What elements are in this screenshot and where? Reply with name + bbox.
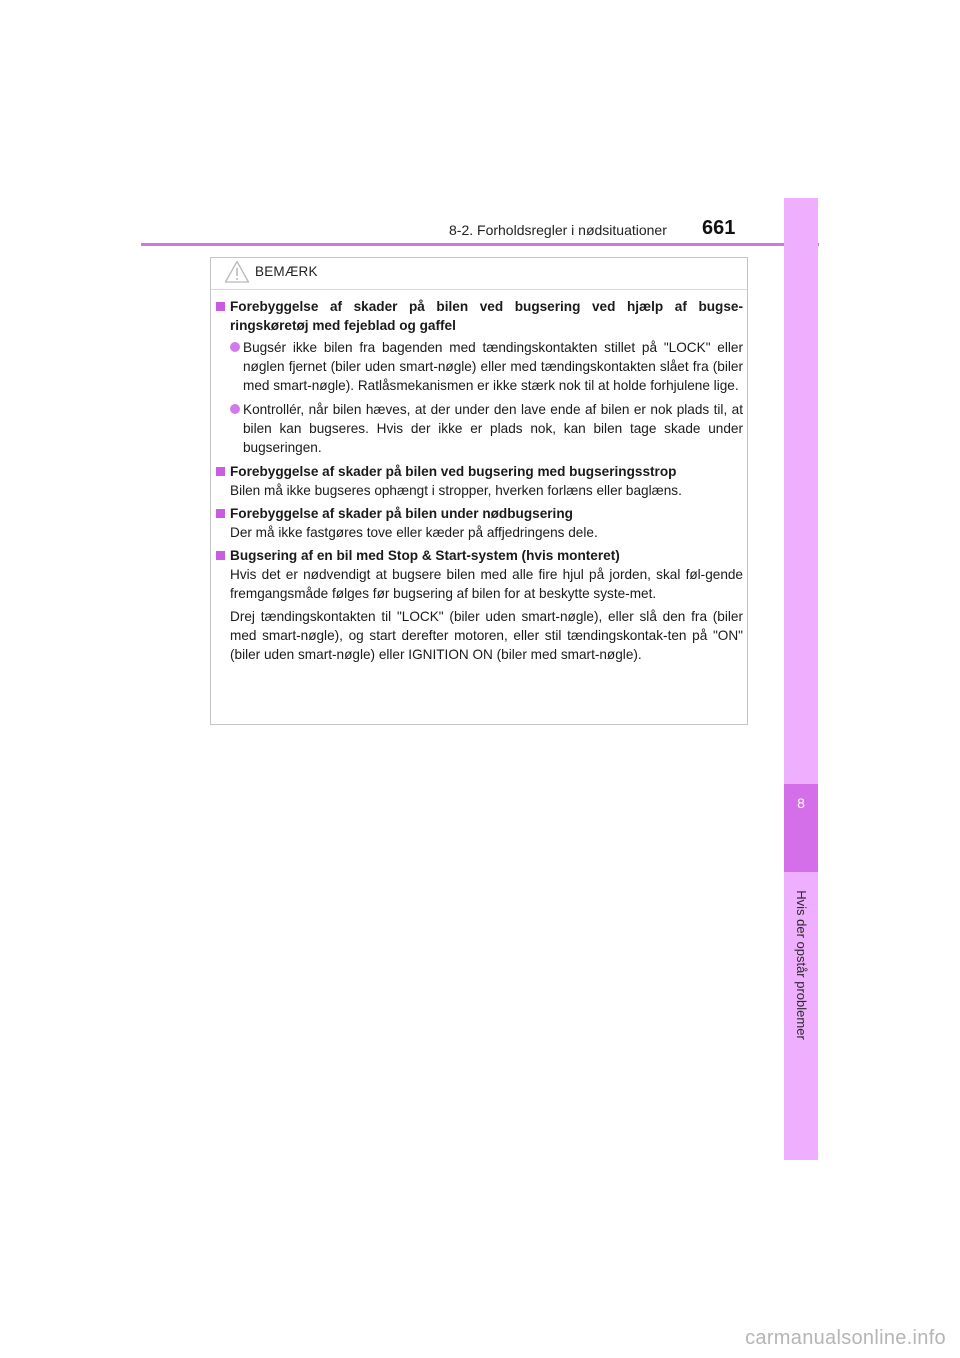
- section-heading: [230, 297, 743, 335]
- note-section: [216, 297, 743, 457]
- square-bullet-icon: [216, 509, 225, 518]
- note-section: [216, 546, 743, 664]
- note-box: [210, 257, 748, 725]
- note-section: [216, 504, 743, 542]
- note-body: [216, 297, 743, 668]
- chapter-title: Hvis der opstår problemer: [794, 890, 809, 1040]
- header-divider: [141, 243, 819, 246]
- watermark: carmanualsonline.info: [745, 1327, 946, 1349]
- section-heading: [230, 504, 743, 523]
- note-header: [211, 258, 747, 290]
- warning-triangle-icon: [224, 260, 250, 289]
- section-heading-text: Forebyggelse af skader på bilen ved bugsering ved hjælp af bugse-ringskøretøj med fejeblad og gaffel: [230, 299, 743, 333]
- note-section: [216, 462, 743, 500]
- section-heading: [230, 462, 743, 481]
- chapter-number: 8: [797, 795, 805, 811]
- section-heading: [230, 546, 743, 565]
- bullet-item: [230, 400, 743, 457]
- page-number: 661: [702, 217, 736, 239]
- round-bullet-icon: [230, 342, 240, 352]
- square-bullet-icon: [216, 467, 225, 476]
- section-heading-text: Bugsering af en bil med Stop & Start-system (hvis monteret): [230, 548, 620, 563]
- paragraph: Hvis det er nødvendigt at bugsere bilen med alle fire hjul på jorden, skal føl-gende fremgangsmåde følges før bugsering af bilen for at beskytte syste-met.: [230, 567, 743, 601]
- square-bullet-icon: [216, 551, 225, 560]
- bullet-text: Bugsér ikke bilen fra bagenden med tændingskontakten stillet på "LOCK" eller nøglen fjernet (biler uden smart-nøgle) eller med tændingskontakten slået fra (biler med smart-nøgle). Ratlåsmekanismen er ikke stærk nok til at holde forhjulene lige.: [243, 340, 743, 393]
- bullet-text: Kontrollér, når bilen hæves, at der under den lave ende af bilen er nok plads til, at bilen kan bugseres. Hvis der ikke er plads nok, kan bilen tage skade under bugseringen.: [243, 402, 743, 455]
- paragraph: Bilen må ikke bugseres ophængt i stropper, hverken forlæns eller baglæns.: [230, 483, 682, 498]
- running-header: 8-2. Forholdsregler i nødsituationer: [449, 222, 667, 238]
- note-title: BEMÆRK: [255, 264, 318, 279]
- section-heading-text: Forebyggelse af skader på bilen under nødbugsering: [230, 506, 573, 521]
- round-bullet-icon: [230, 404, 240, 414]
- paragraph: Drej tændingskontakten til "LOCK" (biler uden smart-nøgle), eller slå den fra (biler med smart-nøgle), og start derefter motoren, eller stil tændingskontak-ten på "ON" (biler uden smart-nøgle) eller IGNITION ON (biler med smart-nøgle).: [230, 609, 743, 662]
- paragraph: Der må ikke fastgøres tove eller kæder på affjedringens dele.: [230, 525, 598, 540]
- chapter-number-block: [784, 784, 818, 872]
- bullet-item: [230, 338, 743, 395]
- square-bullet-icon: [216, 302, 225, 311]
- section-heading-text: Forebyggelse af skader på bilen ved bugsering med bugseringsstrop: [230, 464, 677, 479]
